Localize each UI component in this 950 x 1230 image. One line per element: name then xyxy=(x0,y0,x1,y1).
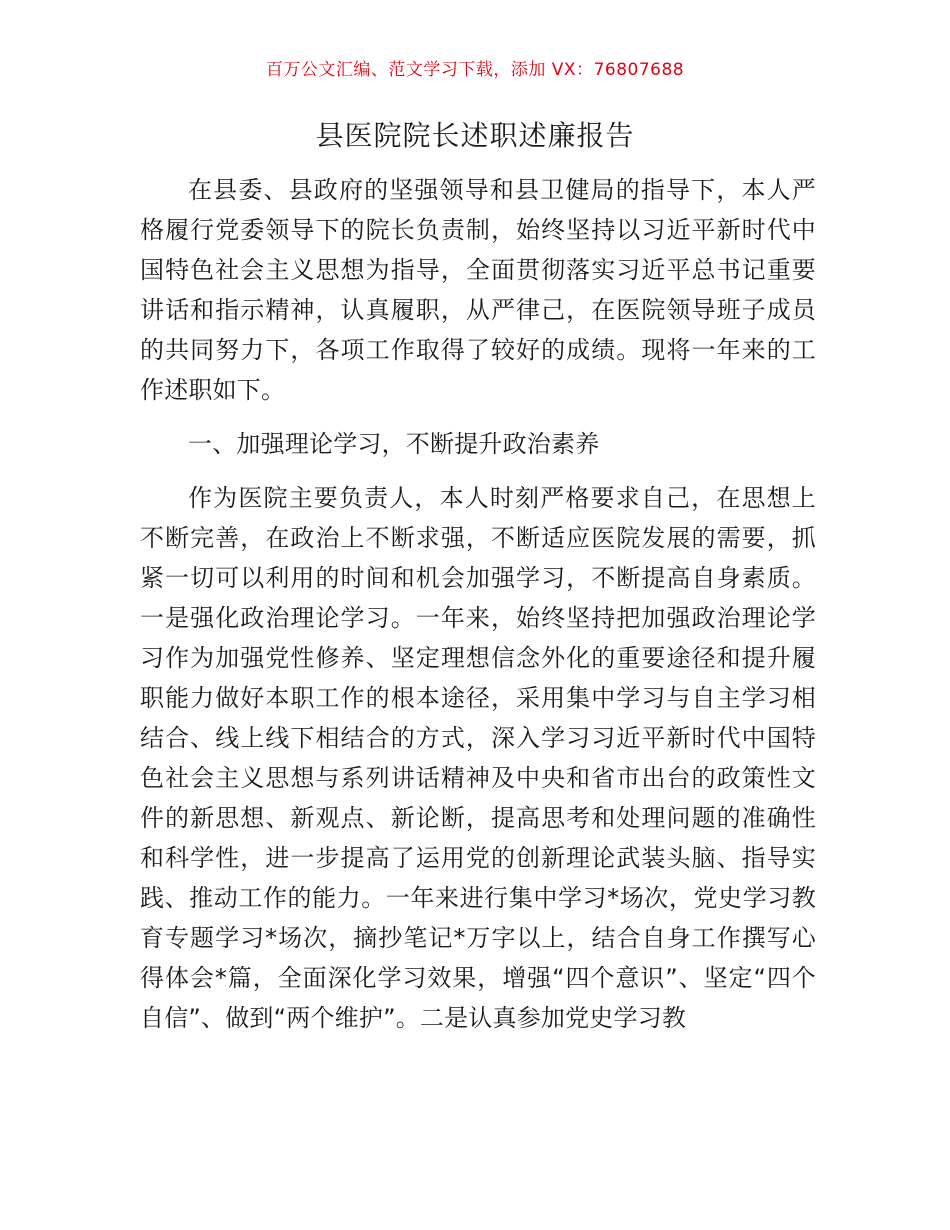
page-title: 县医院院长述职述廉报告 xyxy=(315,119,635,152)
header-banner: 百万公文汇编、范文学习下载，添加 VX：76807688 xyxy=(265,60,685,80)
section-heading: 一、加强理论学习，不断提升政治素养 xyxy=(188,430,600,458)
intro-paragraph: 在县委、县政府的坚强领导和县卫健局的指导下，本人严格履行党委领导下的院长负责制，始终坚持以习近平新时代中国特色社会主义思想为指导，全面贯彻落实习近平总书记重要讲话和指示精神，认真履职，从严律己，在医院领导班子成员的共同努力下，各项工作取得了较好的成绩。现将一年来的工作述职如下。 xyxy=(140,176,816,404)
document-body xyxy=(140,170,816,1038)
section-paragraph: 作为医院主要负责人，本人时刻严格要求自己，在思想上不断完善，在政治上不断求强，不断适应医院发展的需要，抓紧一切可以利用的时间和机会加强学习，不断提高自身素质。一是强化政治理论学习。一年来，始终坚持把加强政治理论学习作为加强党性修养、坚定理想信念外化的重要途径和提升履职能力做好本职工作的根本途径，采用集中学习与自主学习相结合、线上线下相结合的方式，深入学习习近平新时代中国特色社会主义思想与系列讲话精神及中央和省市出台的政策性文件的新思想、新观点、新论断，提高思考和处理问题的准确性和科学性，进一步提高了运用党的创新理论武装头脑、指导实践、推动工作的能力。一年来进行集中学习*场次，党史学习教育专题学习*场次，摘抄笔记*万字以上，结合自身工作撰写心得体会*篇，全面深化学习效果，增强“四个意识”、坚定“四个自信”、做到“两个维护”。二是认真参加党史学习教 xyxy=(140,484,816,1032)
